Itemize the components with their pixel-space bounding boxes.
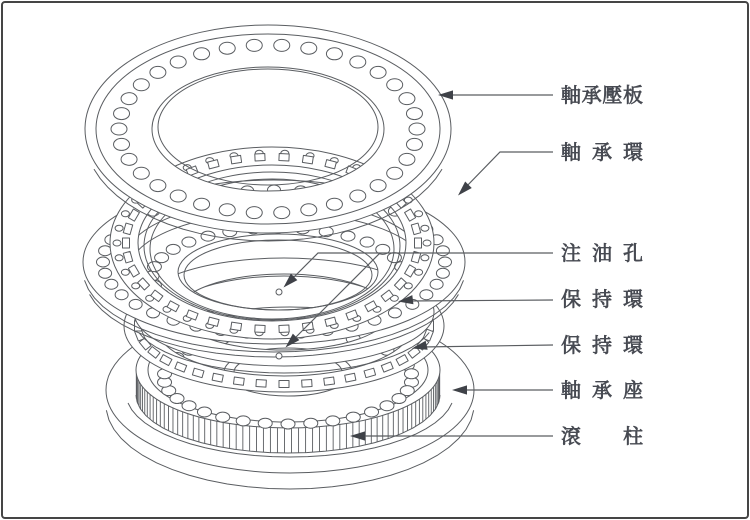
label-retainer-ring-lower: 保持環	[561, 333, 643, 357]
label-bearing-ring: 軸承環	[561, 140, 643, 164]
label-bearing-seat: 軸承座	[561, 378, 643, 402]
label-bearing-pressure-plate: 軸承壓板	[561, 83, 643, 107]
label-roller: 滾柱	[561, 424, 643, 448]
label-oil-injection-hole: 注油孔	[561, 241, 643, 265]
label-retainer-ring-upper: 保持環	[561, 287, 643, 311]
